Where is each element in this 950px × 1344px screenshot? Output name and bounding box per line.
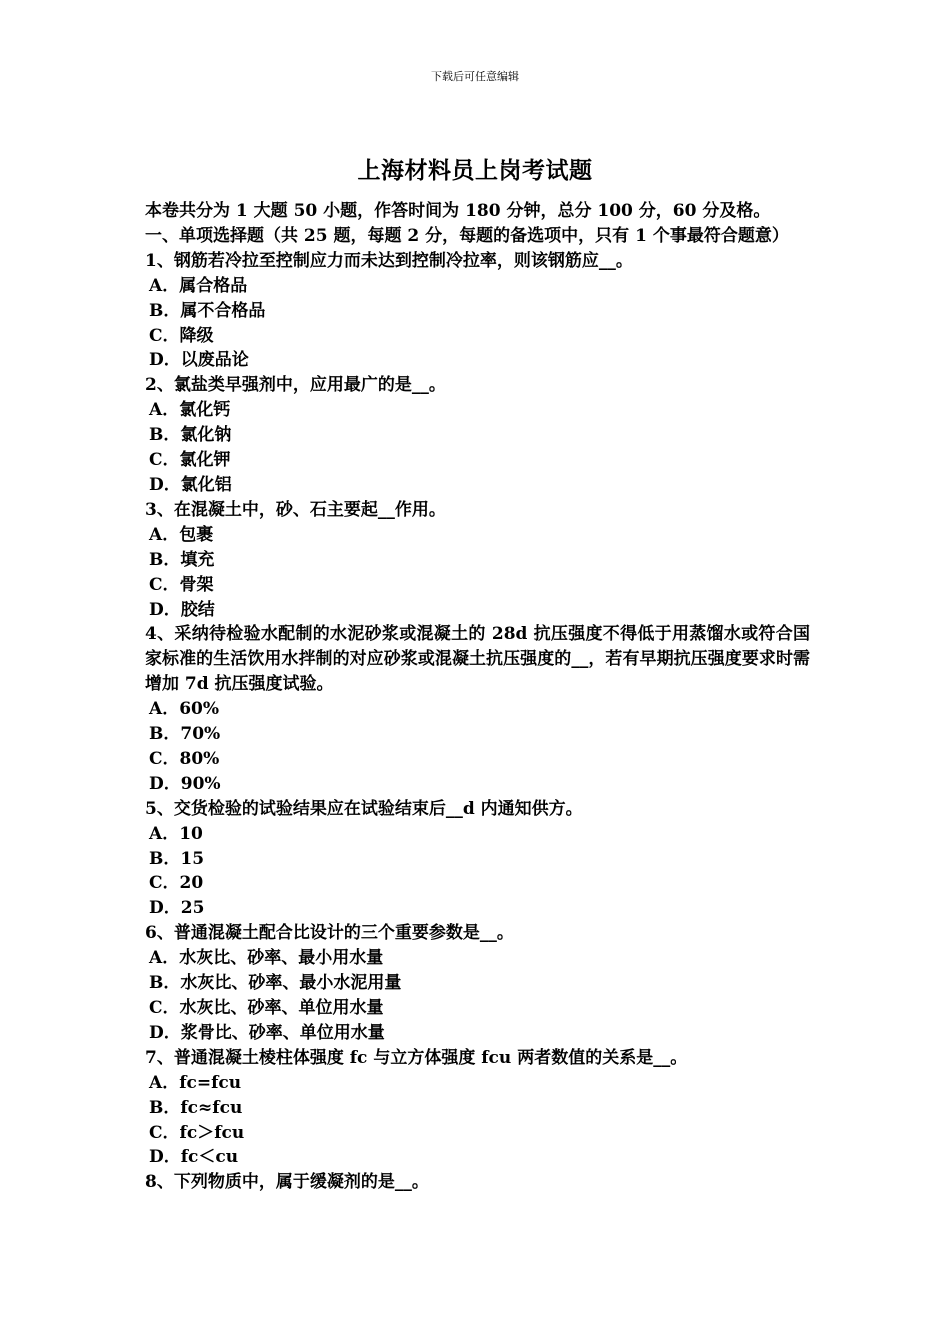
answer-option: B．填充 — [149, 549, 215, 570]
answer-option: A．60% — [149, 699, 220, 720]
exam-intro: 本卷共分为 1 大题 50 小题，作答时间为 180 分钟，总分 100 分，60 分及格。 — [145, 201, 771, 221]
answer-option: D．浆骨比、砂率、单位用水量 — [149, 1022, 385, 1043]
answer-option: B．fc≈fcu — [149, 1097, 243, 1118]
question-stem: 1、钢筋若冷拉至控制应力而未达到控制冷拉率，则该钢筋应__。 — [145, 250, 633, 271]
answer-option: B．15 — [149, 848, 205, 869]
answer-option: C．fc＞fcu — [149, 1122, 245, 1143]
answer-option: B．70% — [149, 724, 221, 745]
answer-option: B．属不合格品 — [149, 300, 266, 321]
answer-option: C．骨架 — [149, 574, 214, 595]
answer-option: D．胶结 — [149, 599, 215, 620]
answer-option: A．包裹 — [149, 524, 214, 545]
answer-option: D．以废品论 — [149, 350, 249, 371]
answer-option: C．80% — [149, 748, 220, 769]
answer-option: C．水灰比、砂率、单位用水量 — [149, 998, 384, 1018]
document-body — [145, 199, 810, 1195]
question-stem: 2、氯盐类早强剂中，应用最广的是__。 — [145, 375, 446, 396]
question-stem: 4、采纳待检验水配制的水泥砂浆或混凝土的 28d 抗压强度不得低于用蒸馏水或符合国家标准的生活饮用水拌制的对应砂浆或混凝土抗压强度的__，若有早期抗压强度要求时需增加 7d 抗压强度试验。 — [145, 624, 810, 695]
answer-option: C．降级 — [149, 325, 214, 346]
answer-option: D．90% — [149, 773, 221, 794]
section-heading: 一、单项选择题（共 25 题，每题 2 分，每题的备选项中，只有 1 个事最符合题意） — [145, 225, 789, 246]
question-stem: 8、下列物质中，属于缓凝剂的是__。 — [145, 1172, 429, 1193]
answer-option: A．10 — [149, 823, 203, 844]
document-title: 上海材料员上岗考试题 — [357, 157, 593, 184]
answer-option: A．属合格品 — [149, 275, 248, 296]
question-stem: 3、在混凝土中，砂、石主要起__作用。 — [145, 499, 446, 520]
answer-option: C．氯化钾 — [149, 450, 231, 471]
header-note: 下载后可任意编辑 — [431, 70, 519, 83]
answer-option: C．20 — [149, 873, 204, 894]
answer-option: A．fc=fcu — [149, 1072, 242, 1093]
question-stem: 6、普通混凝土配合比设计的三个重要参数是__。 — [145, 923, 514, 944]
answer-option: B．氯化钠 — [149, 425, 232, 446]
answer-option: D．fc＜cu — [149, 1147, 239, 1168]
answer-option: A．水灰比、砂率、最小用水量 — [149, 948, 384, 969]
answer-option: B．水灰比、砂率、最小水泥用量 — [149, 973, 402, 994]
answer-option: A．氯化钙 — [149, 400, 231, 421]
question-stem: 5、交货检验的试验结果应在试验结束后__d 内通知供方。 — [145, 798, 583, 819]
answer-option: D．25 — [149, 898, 205, 919]
answer-option: D．氯化铝 — [149, 474, 232, 495]
question-stem: 7、普通混凝土棱柱体强度 fc 与立方体强度 fcu 两者数值的关系是__。 — [145, 1047, 688, 1068]
